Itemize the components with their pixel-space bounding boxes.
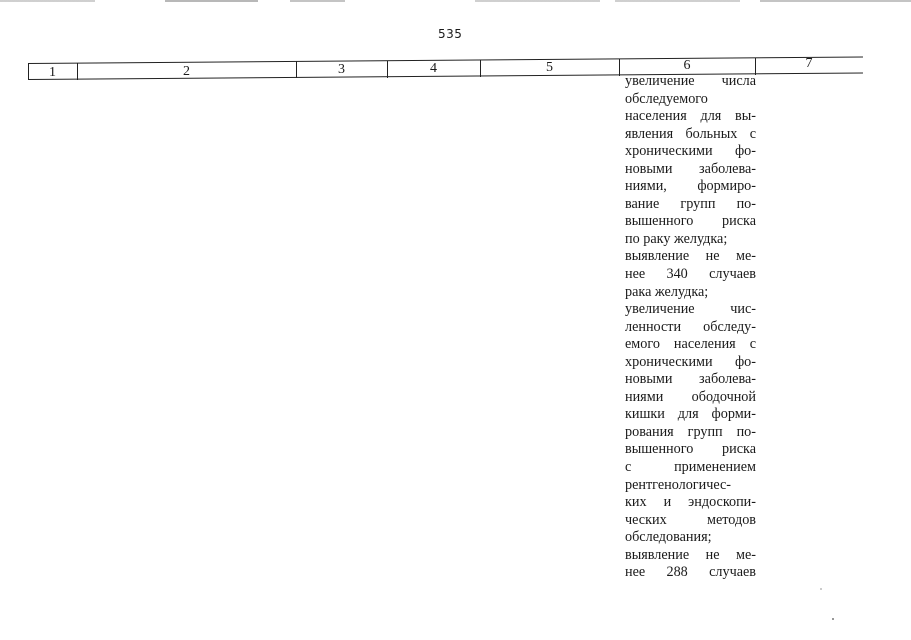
cell-text-line: емого населения с <box>625 336 756 353</box>
cell-text-line: населения для вы- <box>625 108 756 125</box>
cell-text-line: новыми заболева- <box>625 371 756 388</box>
column-header-1: 1 <box>49 65 56 80</box>
cell-text-line: выявление не ме- <box>625 248 756 265</box>
page-number: 535 <box>438 27 463 41</box>
cell-text-line: хроническими фо- <box>625 353 756 370</box>
cell-text-line: новыми заболева- <box>625 160 756 177</box>
column-header-3: 3 <box>338 62 345 77</box>
cell-text-line: вышенного риска <box>625 213 756 230</box>
cell-text-line: рования групп по- <box>625 423 756 440</box>
cell-text-line: по раку желудка; <box>625 230 728 247</box>
cell-text-line: рентгенологичес- <box>625 476 732 493</box>
cell-text-line: ниями ободочной <box>625 388 756 405</box>
cell-text-line: хроническими фо- <box>625 143 756 160</box>
column-header-4: 4 <box>430 61 437 76</box>
cell-text-line: выявление не ме- <box>625 546 756 563</box>
cell-text-line: вышенного риска <box>625 441 756 458</box>
cell-text-line: с применением <box>625 459 756 476</box>
column-header-5: 5 <box>546 60 553 75</box>
cell-text-line: явления больных с <box>625 125 756 142</box>
column-header-7: 7 <box>805 56 813 71</box>
cell-text-line: увеличение чис- <box>625 301 756 318</box>
cell-text-line: нее 340 случаев <box>625 266 756 283</box>
cell-text-line: ческих методов <box>625 511 756 528</box>
cell-text-line: нее 288 случаев <box>625 564 756 581</box>
cell-text-line: ниями, формиро- <box>625 178 756 195</box>
column-header-2: 2 <box>183 64 190 79</box>
cell-text-line: ких и эндоскопи- <box>625 494 756 511</box>
cell-text-line: обследования; <box>625 529 712 546</box>
cell-text-line: вание групп по- <box>625 195 756 212</box>
cell-text-line: кишки для форми- <box>625 406 756 423</box>
column-6-cell-text <box>625 73 756 582</box>
scan-edge-artifact <box>0 0 911 2</box>
scan-speck <box>820 588 822 590</box>
cell-text-line: обследуемого <box>625 90 708 107</box>
cell-text-line: увеличение числа <box>625 73 756 89</box>
column-header-6: 6 <box>683 58 691 73</box>
scan-speck <box>832 618 834 620</box>
cell-text-line: ленности обследу- <box>625 318 756 335</box>
cell-text-line: рака желудка; <box>625 283 709 300</box>
